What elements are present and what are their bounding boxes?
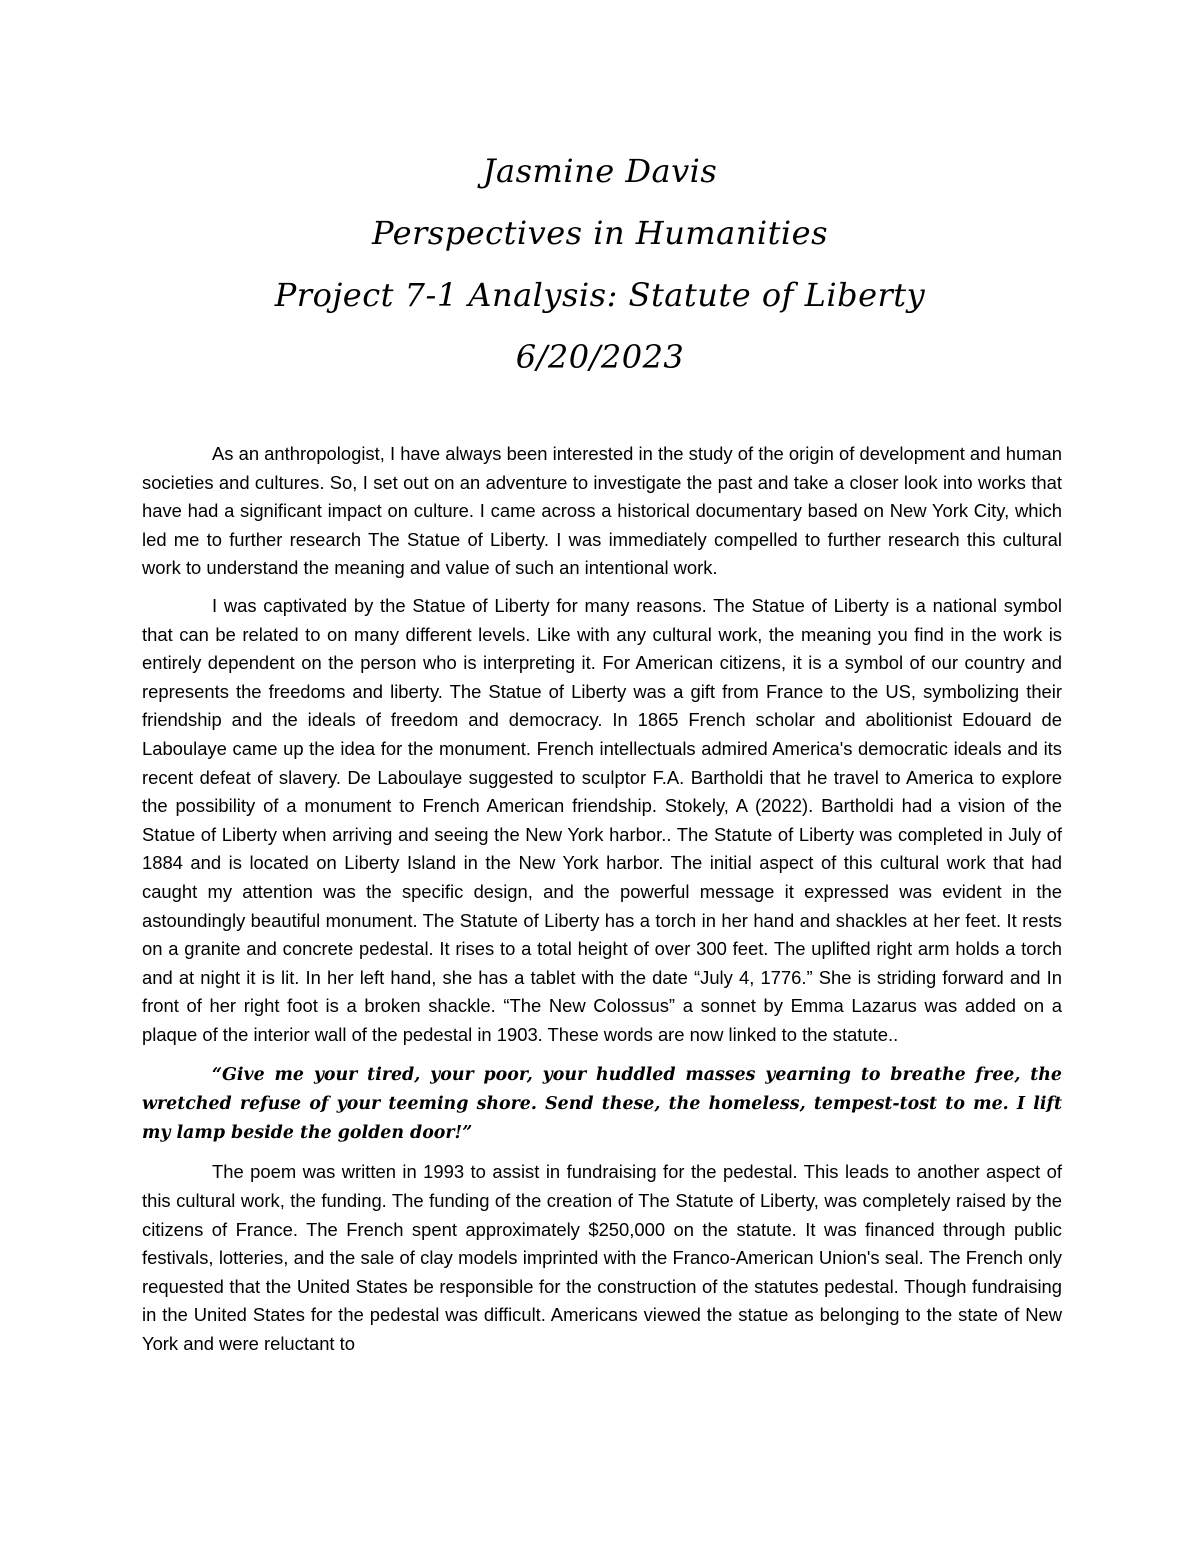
poem-quote: “Give me your tired, your poor, your huddled masses yearning to breathe free, the wretched refuse of your teeming shore. Send these, the homeless, tempest-tost to me. I lift my lamp beside the golden door!” (142, 1065, 1062, 1144)
essay-body (142, 440, 1062, 1368)
title-block (0, 140, 1200, 388)
course-title: Perspectives in Humanities (371, 214, 829, 252)
paragraph-introduction: As an anthropologist, I have always been interested in the study of the origin of development and human societies and cultures. So, I set out on an adventure to investigate the past and take a closer look into works that have had a significant impact on culture. I came across a historical documentary based on New York City, which led me to further research The Statue of Liberty. I was immediately compelled to further research this cultural work to understand the meaning and value of such an intentional work. (142, 443, 1062, 579)
paragraph-funding: The poem was written in 1993 to assist in fundraising for the pedestal. This leads to another aspect of this cultural work, the funding. The funding of the creation of The Statute of Liberty, was completely raised by the citizens of France. The French spent approximately $250,000 on the statute. It was financed through public festivals, lotteries, and the sale of clay models imprinted with the Franco-American Union's seal. The French only requested that the United States be responsible for the construction of the statutes pedestal. Though fundraising in the United States for the pedestal was difficult. Americans viewed the statue as belonging to the state of New York and were reluctant to (142, 1161, 1062, 1355)
document-date: 6/20/2023 (515, 338, 685, 376)
project-title: Project 7-1 Analysis: Statute of Liberty (274, 276, 926, 314)
paragraph-statue-history: I was captivated by the Statue of Liberty for many reasons. The Statue of Liberty is a national symbol that can be related to on many different levels. Like with any cultural work, the meaning you find in the work is entirely dependent on the person who is interpreting it. For American citizens, it is a symbol of our country and represents the freedoms and liberty. The Statue of Liberty was a gift from France to the US, symbolizing their friendship and the ideals of freedom and democracy. In 1865 French scholar and abolitionist Edouard de Laboulaye came up the idea for the monument. French intellectuals admired America's democratic ideals and its recent defeat of slavery. De Laboulaye suggested to sculptor F.A. Bartholdi that he travel to America to explore the possibility of a monument to French American friendship. Stokely, A (2022). Bartholdi had a vision of the Statue of Liberty when arriving and seeing the New York harbor.. The Statute of Liberty was completed in July of 1884 and is located on Liberty Island in the New York harbor. The initial aspect of this cultural work that had caught my attention was the specific design, and the powerful message it expressed was evident in the astoundingly beautiful monument. The Statute of Liberty has a torch in her hand and shackles at her feet. It rests on a granite and concrete pedestal. It rises to a total height of over 300 feet. The uplifted right arm holds a torch and at night it is lit. In her left hand, she has a tablet with the date “July 4, 1776.” She is striding forward and In front of her right foot is a broken shackle. “The New Colossus” a sonnet by Emma Lazarus was added on a plaque of the interior wall of the pedestal in 1903. These words are now linked to the statute.. (142, 594, 1062, 1045)
author-name: Jasmine Davis (482, 152, 718, 190)
